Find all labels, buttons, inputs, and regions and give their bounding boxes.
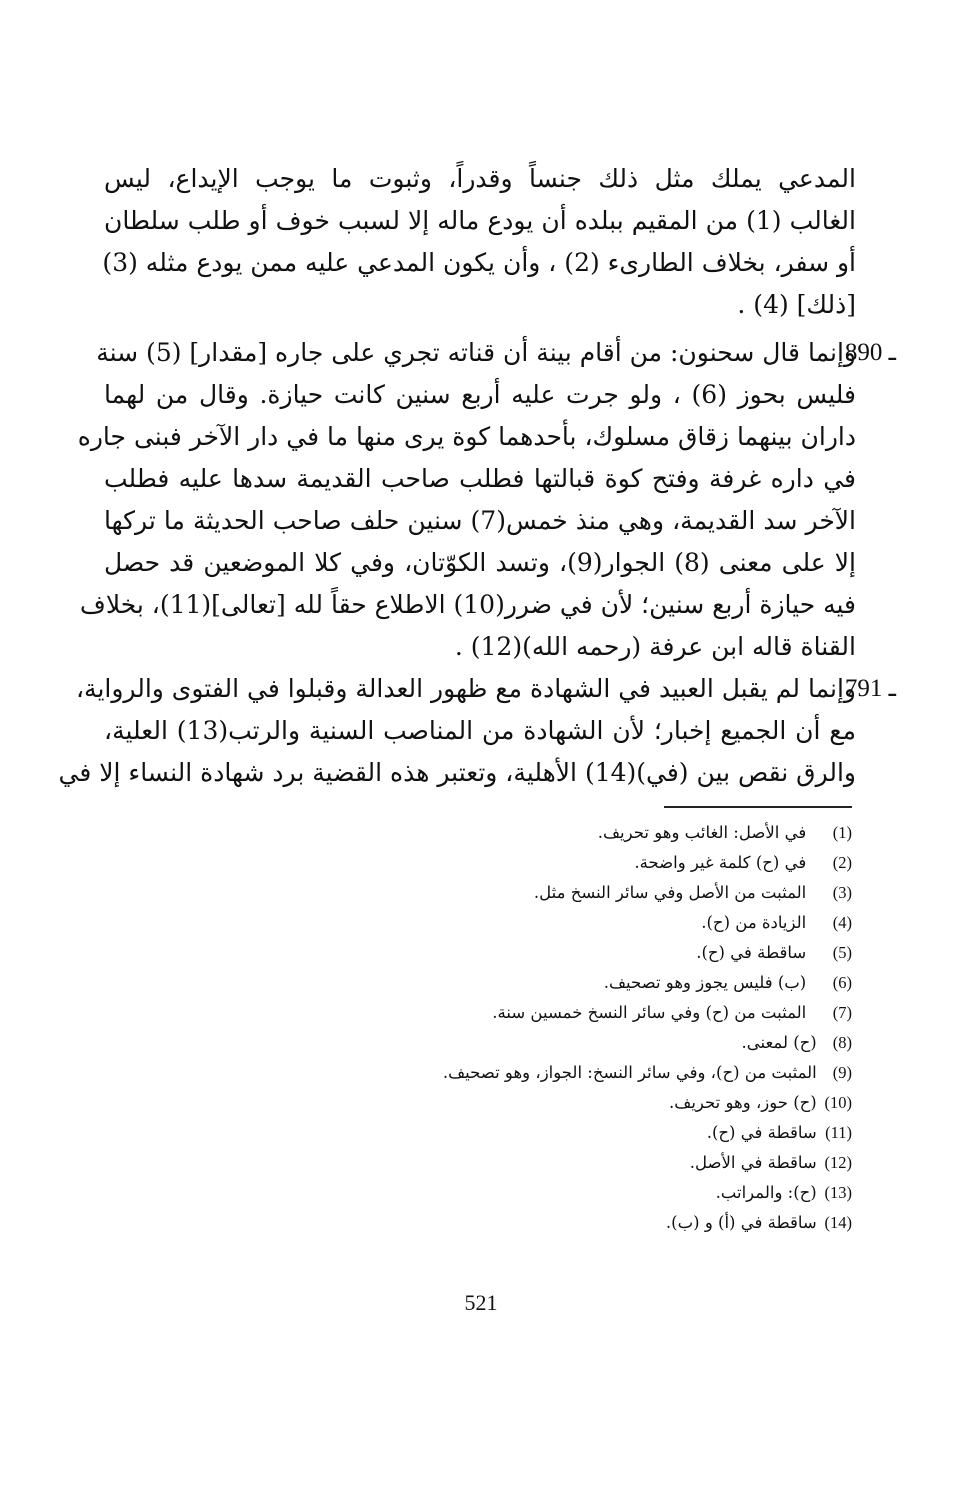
paragraph-890: [77, 332, 896, 668]
footnote-number: (14): [824, 1213, 852, 1232]
footnote-text: ساقطة في (أ) و (ب).: [665, 1213, 817, 1232]
paragraph-791: [58, 668, 896, 794]
footnote-item: [252, 878, 852, 908]
footnote-item: [252, 1178, 852, 1208]
footnote-text: (ح) حوز، وهو تحريف.: [669, 1093, 817, 1112]
text-line: [ذلك] (4) .: [737, 290, 856, 319]
footnote-number: (7): [832, 1003, 852, 1022]
footnote-number: (4): [832, 913, 852, 932]
paragraph-continuation: [104, 158, 856, 326]
footnote-item: [252, 938, 852, 968]
footnote-number: (6): [832, 973, 852, 992]
page-number: 521: [464, 1290, 498, 1315]
footnote-text: في الأصل: الغائب وهو تحريف.: [597, 823, 807, 842]
footnote-item: [252, 998, 852, 1028]
main-text-block: [58, 668, 896, 794]
footnote-divider: [664, 806, 852, 808]
footnote-item: [252, 908, 852, 938]
footnote-text: المثبت من الأصل وفي سائر النسخ مثل.: [533, 883, 807, 902]
footnote-text: ساقطة في (ح).: [706, 1123, 817, 1142]
footnote-text: ساقطة في الأصل.: [689, 1153, 817, 1172]
footnote-item: [252, 1208, 852, 1238]
footnote-number: (2): [832, 853, 852, 872]
footnote-item: [252, 1058, 852, 1088]
footnote-item: [252, 848, 852, 878]
text-line: المدعي يملك مثل ذلك جنساً وقدراً، وثبوت ما يوجب الإيداع، ليس: [104, 164, 856, 193]
text-line: إلا على معنى (8) الجوار(9)، وتسد الكوّتان، وفي كلا الموضعين قد حصل: [104, 548, 856, 577]
footnote-text: (ح): والمراتب.: [715, 1183, 817, 1202]
footnote-number: (13): [824, 1183, 852, 1202]
footnote-number: (3): [832, 883, 852, 902]
text-line: فليس بحوز (6) ، ولو جرت عليه أربع سنين كانت حيازة. وقال من لهما: [104, 380, 857, 409]
footnote-number: (10): [824, 1093, 852, 1112]
footnote-number: (5): [832, 943, 852, 962]
text-line: وإنما قال سحنون: من أقام بينة أن قناته تجري على جاره [مقدار] (5) سنة: [96, 338, 856, 367]
footnote-number: (12): [824, 1153, 852, 1172]
text-line: الآخر سد القديمة، وهي منذ خمس(7) سنين حلف صاحب الحديثة ما تركها: [104, 506, 856, 535]
footnote-number: (11): [825, 1123, 852, 1142]
footnote-item: [252, 1118, 852, 1148]
text-line: والرق نقص بين (في)(14) الأهلية، وتعتبر هذه القضية برد شهادة النساء إلا في: [58, 758, 856, 787]
footnote-item: [252, 818, 852, 848]
footnote-item: [252, 968, 852, 998]
text-line: فيه حيازة أربع سنين؛ لأن في ضرر(10) الاطلاع حقاً لله [تعالى](11)، بخلاف: [79, 590, 856, 619]
footnote-number: (1): [832, 823, 852, 842]
footnote-text: المثبت من (ح)، وفي سائر النسخ: الجواز، وهو تصحيف.: [442, 1063, 817, 1082]
text-line: مع أن الجميع إخبار؛ لأن الشهادة من المناصب السنية والرتب(13) العلية،: [104, 716, 856, 745]
footnote-text: الزيادة من (ح).: [701, 913, 807, 932]
text-line: داران بينهما زقاق مسلوك، بأحدهما كوة يرى منها ما في دار الآخر فبنى جاره: [77, 422, 856, 451]
footnote-number: (8): [832, 1033, 852, 1052]
footnote-text: في (ح) كلمة غير واضحة.: [634, 853, 807, 872]
text-line: وإنما لم يقبل العبيد في الشهادة مع ظهور العدالة وقبلوا في الفتوى والرواية،: [75, 674, 856, 703]
main-text-block: [77, 332, 896, 668]
footnotes-block: [252, 818, 852, 1238]
text-line: أو سفر، بخلاف الطارىء (2) ، وأن يكون المدعي عليه ممن يودع مثله (3): [102, 248, 856, 277]
footnote-text: (ب) فليس يجوز وهو تصحيف.: [603, 973, 807, 992]
text-line: القناة قاله ابن عرفة (رحمه الله)(12) .: [454, 632, 856, 661]
footnote-item: [252, 1088, 852, 1118]
main-text-block: [104, 158, 856, 326]
paragraph-number: 791 ـ: [844, 675, 896, 702]
text-line: في داره غرفة وفتح كوة قبالتها فطلب صاحب القديمة سدها عليه فطلب: [104, 464, 856, 493]
footnote-text: (ح) لمعنى.: [741, 1033, 817, 1052]
footnote-text: ساقطة في (ح).: [696, 943, 807, 962]
footnote-item: [252, 1028, 852, 1058]
footnote-number: (9): [832, 1063, 852, 1082]
text-line: الغالب (1) من المقيم ببلده أن يودع ماله إلا لسبب خوف أو طلب سلطان: [104, 206, 856, 235]
paragraph-number: 890 ـ: [844, 339, 896, 366]
footnote-text: المثبت من (ح) وفي سائر النسخ خمسين سنة.: [492, 1003, 807, 1022]
footnote-item: [252, 1148, 852, 1178]
